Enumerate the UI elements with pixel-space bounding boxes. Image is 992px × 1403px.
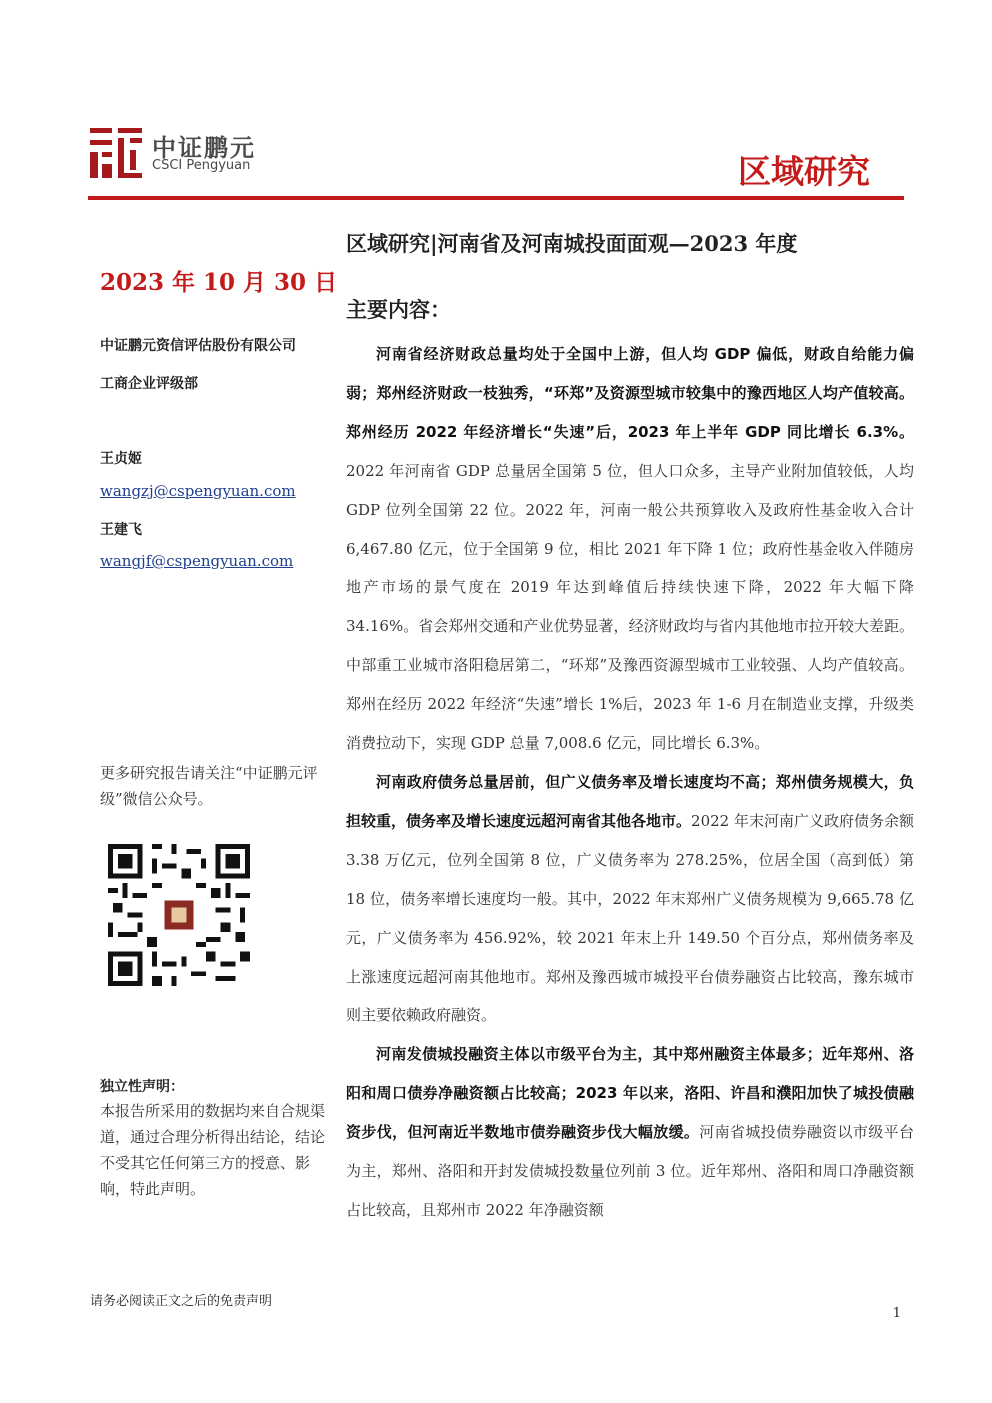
- logo-mark-icon: [88, 124, 144, 180]
- body-text: [346, 335, 914, 1230]
- paragraph-lead: 河南省经济财政总量均处于全国中上游，但人均 GDP 偏低，财政自给能力偏弱；郑州经济财政一枝独秀，“环郑”及资源型城市较集中的豫西地区人均产值较高。郑州经历 2022 年经济增长“失速”后，2023 年上半年 GDP 同比增长 6.3%。: [346, 345, 914, 441]
- department-name: 工商企业评级部: [100, 376, 198, 392]
- independence-statement: 本报告所采用的数据均来自合规渠道，通过合理分析得出结论，结论不受其它任何第三方的授意、影响，特此声明。: [100, 1102, 326, 1198]
- header-divider: [88, 196, 904, 200]
- paragraph-lead: 河南发债城投融资主体以市级平台为主，其中郑州融资主体最多；近年郑州、洛阳和周口债券净融资额占比较高；2023 年以来，洛阳、许昌和濮阳加快了城投债融资步伐，但河南近半数地市债券融资步伐大幅放缓。: [346, 1045, 914, 1142]
- logo-english-text: CSCI Pengyuan: [152, 158, 251, 173]
- company-name: 中证鹏元资信评估股份有限公司: [100, 338, 296, 354]
- analyst-email-link[interactable]: wangjf@cspengyuan.com: [100, 552, 294, 570]
- analyst-email-link[interactable]: wangzj@cspengyuan.com: [100, 482, 296, 500]
- paragraph-text: 2022 年河南省 GDP 总量居全国第 5 位，但人口众多，主导产业附加值较低，人均 GDP 位列全国第 22 位。2022 年，河南一般公共预算收入及政府性基金收入合计 6,467.80 亿元，位于全国第 9 位，相比 2021 年下降 1 位；政府性基金收入伴随房地产市场的景气度在 2019 年达到峰值后持续快速下降，2022 年大幅下降 34.16%。省会郑州交通和产业优势显著，经济财政均与省内其他地市拉开较大差距。中部重工业城市洛阳稳居第二，“环郑”及豫西资源型城市工业较强、人均产值较高。郑州在经历 2022 年经济“失速”增长 1%后，2023 年 1-6 月在制造业支撑，升级类消费拉动下，实现 GDP 总量 7,008.6 亿元，同比增长 6.3%。: [346, 461, 914, 753]
- paragraph: [346, 335, 914, 763]
- qr-code-icon[interactable]: [108, 844, 250, 986]
- paragraph: [346, 763, 914, 1035]
- company-logo: [88, 124, 268, 184]
- paragraph-text: 2022 年末河南广义政府债务余额 3.38 万亿元，位列全国第 8 位，广义债务率为 278.25%，位居全国（高到低）第 18 位，债务率增长速度均一般。其中，2022 年末郑州广义债务规模为 9,665.78 亿元，广义债务率为 456.92%，较 2021 年末上升 149.50 个百分点，郑州债务率及上涨速度远超河南其他地市。郑州及豫西城市城投平台债券融资占比较高，豫东城市则主要依赖政府融资。: [346, 811, 914, 1025]
- wechat-follow-note: 更多研究报告请关注“中证鹏元评级”微信公众号。: [100, 764, 318, 808]
- analyst-name: 王建飞: [100, 522, 142, 538]
- page-number: 1: [892, 1306, 901, 1321]
- disclaimer-note: 请务必阅读正文之后的免责声明: [90, 1294, 273, 1309]
- paragraph-text: 河南省城投债券融资以市级平台为主，郑州、洛阳和开封发债城投数量位列前 3 位。近年郑州、洛阳和周口净融资额占比较高，且郑州市 2022 年净融资额: [346, 1123, 914, 1219]
- document-title: 区域研究|河南省及河南城投面面观—2023 年度: [346, 231, 798, 256]
- section-heading: 主要内容：: [346, 298, 451, 322]
- report-date: 2023 年 10 月 30 日: [100, 269, 338, 296]
- paragraph-lead: 河南政府债务总量居前，但广义债务率及增长速度均不高；郑州债务规模大，负担较重，债务率及增长速度远超河南省其他各地市。: [346, 772, 914, 830]
- paragraph: [346, 1035, 914, 1230]
- report-category: 区域研究: [738, 152, 870, 191]
- logo-chinese-text: 中证鹏元: [152, 134, 256, 162]
- independence-heading: 独立性声明：: [100, 1079, 184, 1095]
- analyst-name: 王贞姬: [100, 451, 142, 467]
